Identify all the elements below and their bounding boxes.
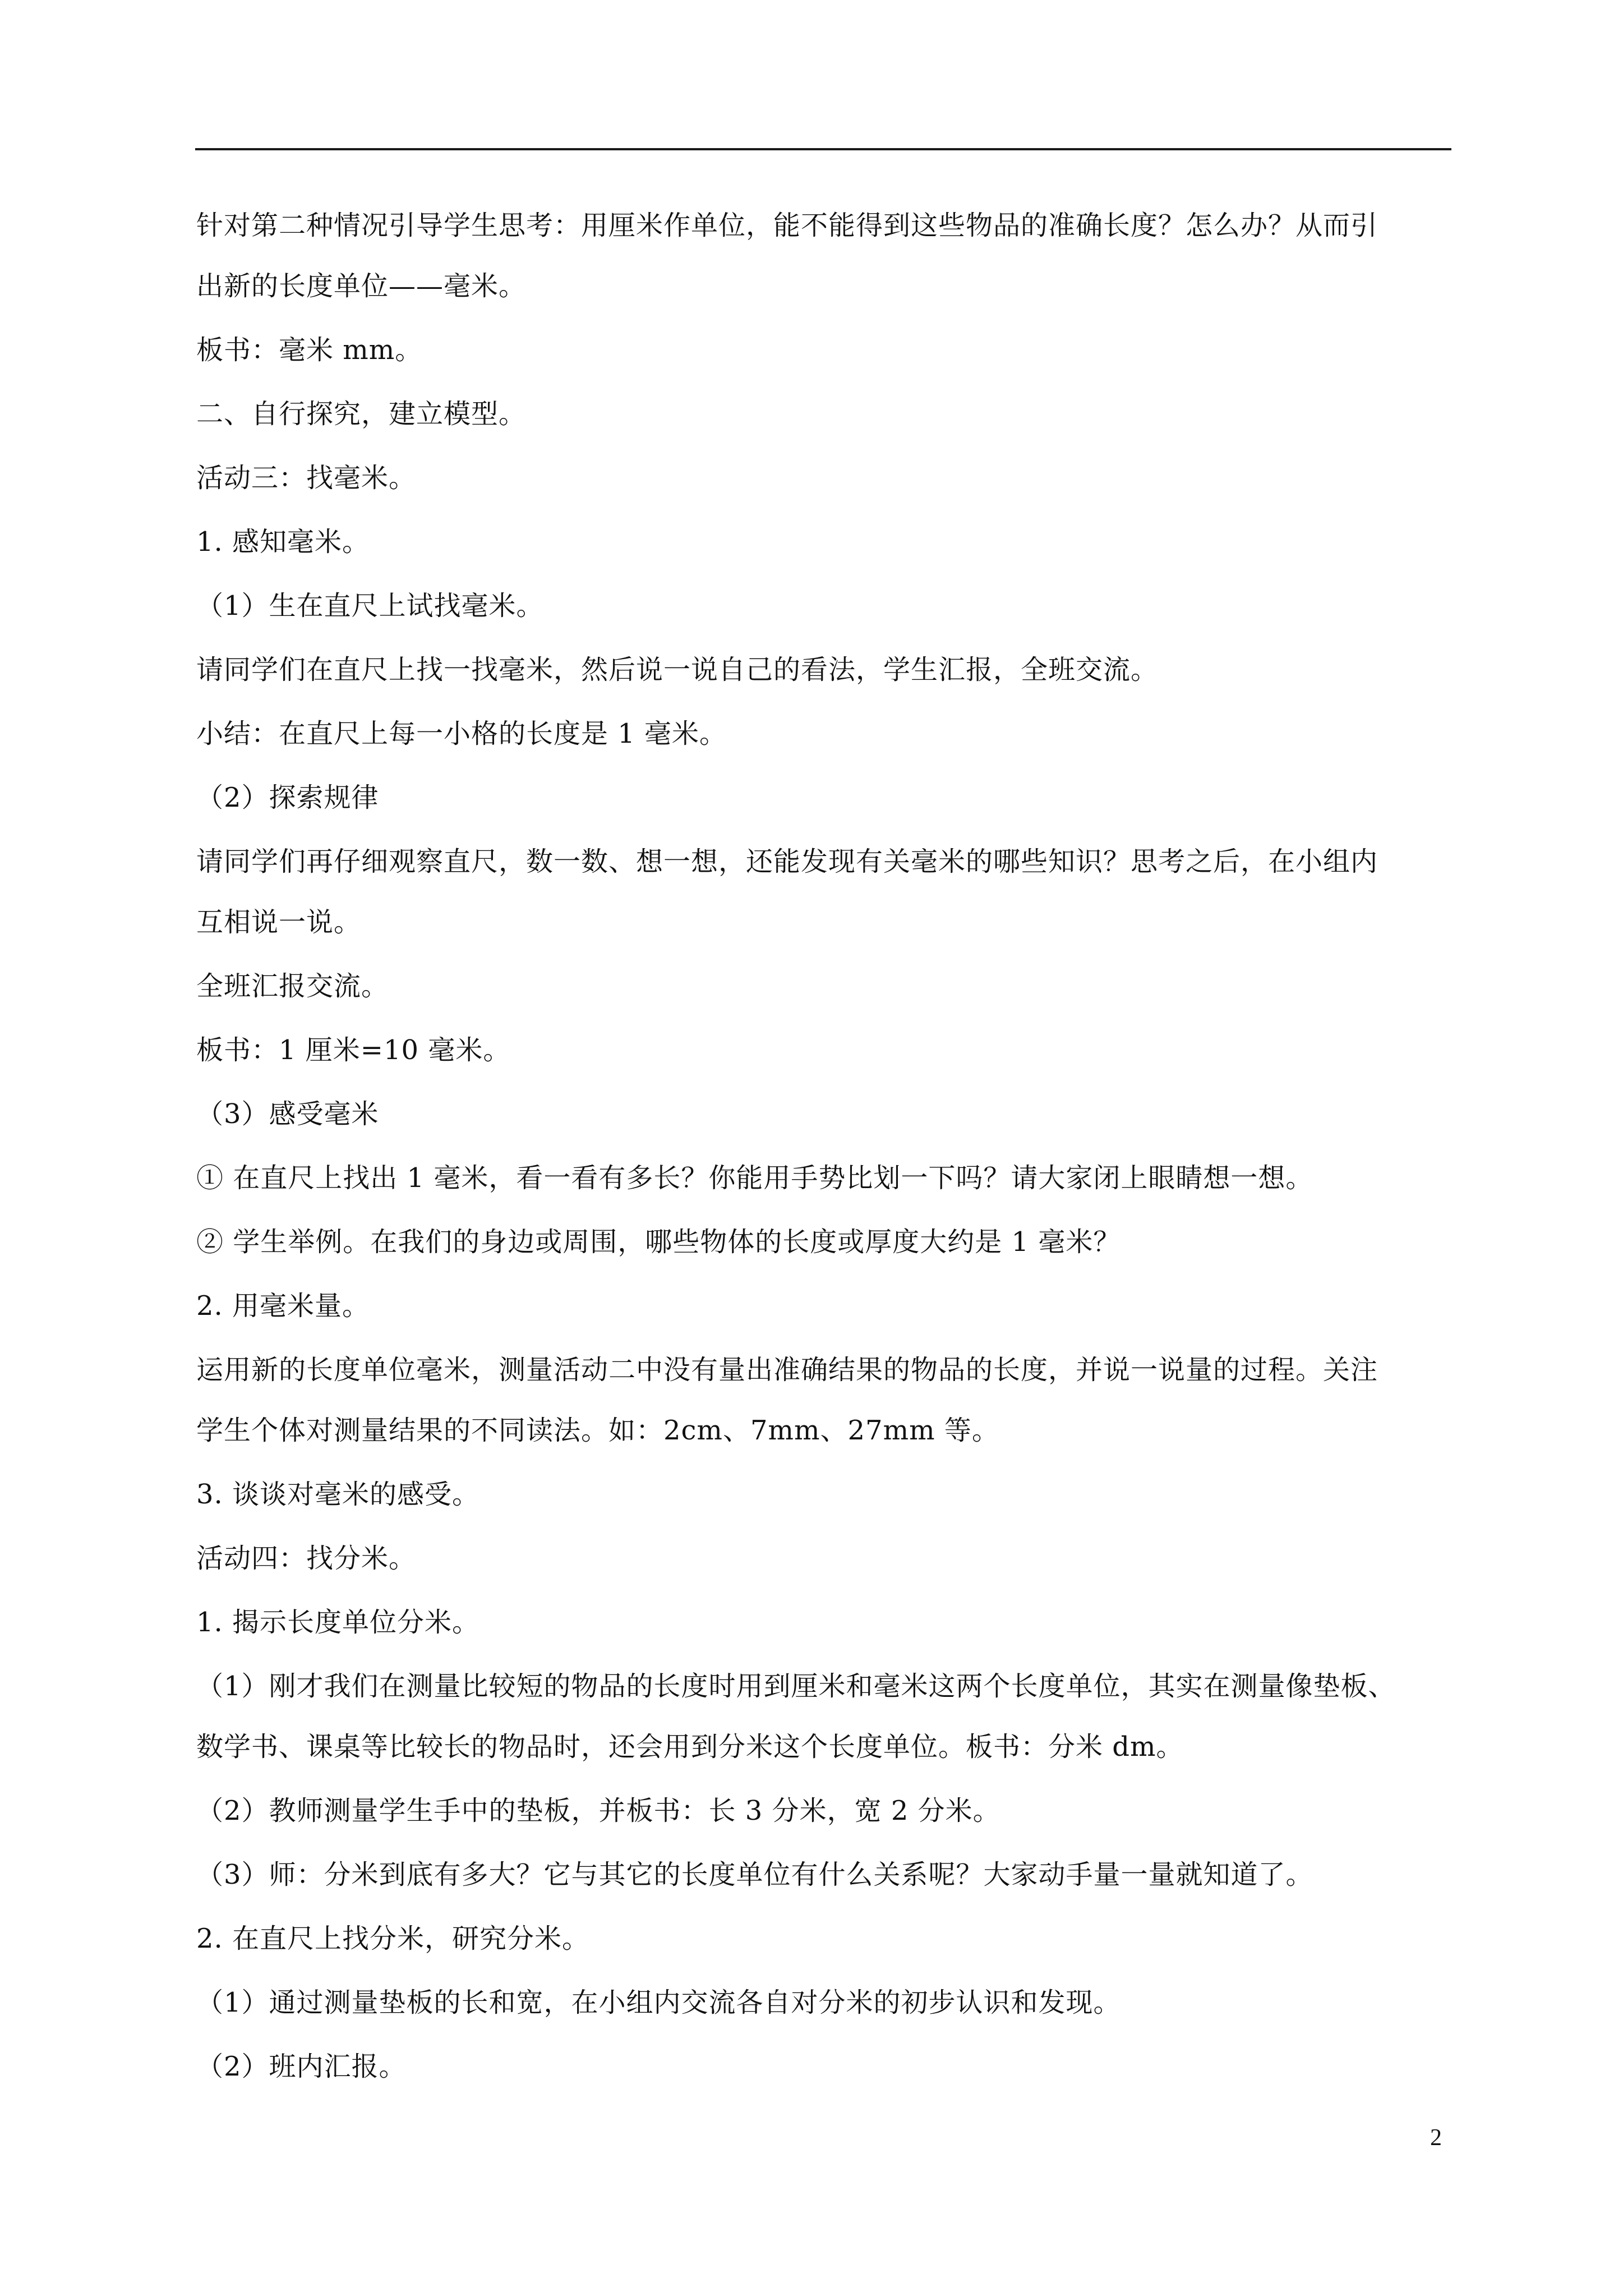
paragraph-line: 学生个体对测量结果的不同读法。如：2cm、7mm、27mm 等。 (196, 1415, 999, 1446)
paragraph-line: 全班汇报交流。 (196, 970, 389, 1002)
paragraph-line: （1）刚才我们在测量比较短的物品的长度时用到厘米和毫米这两个长度单位，其实在测量像垫板、 (196, 1671, 1396, 1702)
paragraph-line: （2）教师测量学生手中的垫板，并板书：长 3 分米，宽 2 分米。 (196, 1795, 1000, 1826)
paragraph-line: 针对第二种情况引导学生思考：用厘米作单位，能不能得到这些物品的准确长度？怎么办？从而引 (196, 210, 1378, 241)
header-rule (195, 148, 1451, 150)
paragraph-line: 板书：毫米 mm。 (196, 334, 423, 366)
document-body (196, 208, 1450, 2113)
paragraph-line: 板书：1 厘米=10 毫米。 (196, 1034, 511, 1066)
paragraph-line: 3. 谈谈对毫米的感受。 (196, 1479, 480, 1510)
paragraph-line: （1）生在直尺上试找毫米。 (196, 590, 544, 622)
paragraph-line: （3）感受毫米 (196, 1098, 379, 1130)
paragraph-line: 互相说一说。 (196, 907, 362, 938)
paragraph-line: 2. 用毫米量。 (196, 1290, 370, 1322)
paragraph-line: （2）探索规律 (196, 782, 379, 813)
paragraph-line: 运用新的长度单位毫米，测量活动二中没有量出准确结果的物品的长度，并说一说量的过程。关注 (196, 1354, 1378, 1386)
paragraph-line: 请同学们在直尺上找一找毫米，然后说一说自己的看法，学生汇报，全班交流。 (196, 654, 1159, 685)
paragraph-line: 小结：在直尺上每一小格的长度是 1 毫米。 (196, 718, 727, 749)
paragraph-line: （1）通过测量垫板的长和宽，在小组内交流各自对分米的初步认识和发现。 (196, 1987, 1121, 2018)
activity-heading: 活动四：找分米。 (196, 1543, 417, 1574)
section-heading: 二、自行探究，建立模型。 (196, 398, 527, 430)
paragraph-line: （3）师：分米到底有多大？它与其它的长度单位有什么关系呢？大家动手量一量就知道了。 (196, 1859, 1313, 1890)
paragraph-line: 1. 感知毫米。 (196, 526, 370, 558)
paragraph-line: 数学书、课桌等比较长的物品时，还会用到分米这个长度单位。板书：分米 dm。 (196, 1731, 1184, 1763)
paragraph-line: ② 学生举例。在我们的身边或周围，哪些物体的长度或厚度大约是 1 毫米？ (196, 1226, 1121, 1258)
paragraph-line: ① 在直尺上找出 1 毫米，看一看有多长？你能用手势比划一下吗？请大家闭上眼睛想一想。 (196, 1162, 1313, 1194)
paragraph-line: 请同学们再仔细观察直尺，数一数、想一想，还能发现有关毫米的哪些知识？思考之后，在小组内 (196, 846, 1378, 877)
page-number: 2 (1430, 2125, 1442, 2151)
paragraph-line: 2. 在直尺上找分米，研究分米。 (196, 1923, 590, 1954)
activity-heading: 活动三：找毫米。 (196, 462, 417, 494)
paragraph-line: 1. 揭示长度单位分米。 (196, 1607, 480, 1638)
paragraph-line: （2）班内汇报。 (196, 2051, 407, 2082)
paragraph-line: 出新的长度单位——毫米。 (196, 270, 527, 302)
